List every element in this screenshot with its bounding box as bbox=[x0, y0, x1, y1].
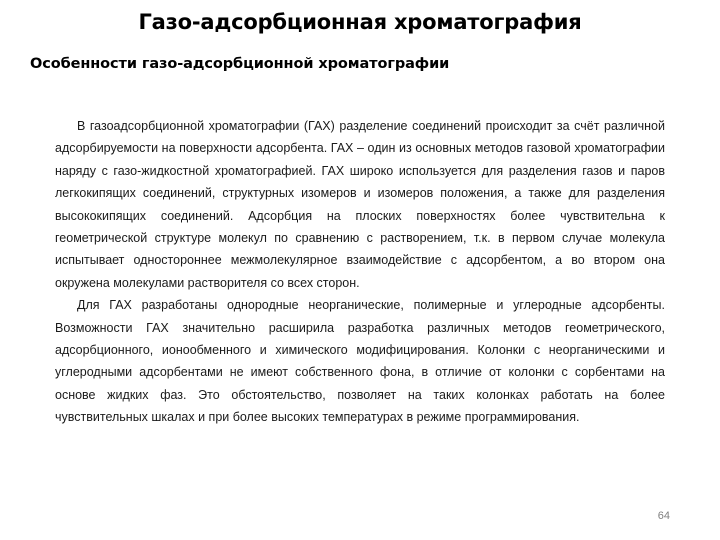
paragraph: В газоадсорбционной хроматографии (ГАХ) разделение соединений происходит за счёт различной адсорбируемости на поверхности адсорбента. ГАХ – один из основных методов газовой хроматографии наряду с газо-жидкостной хроматографией. ГАХ широко используется для разделения газов и паров легкокипящих соединений, структурных изомеров и изомеров положения, а также для разделения высококипящих соединений. Адсорбция на плоских поверхностях более чувствительна к геометрической структуре молекул по сравнению с растворением, т.к. в первом случае молекула испытывает одностороннее межмолекулярное взаимодействие с адсорбентом, а во втором она окружена молекулами растворителя со всех сторон. bbox=[55, 119, 665, 290]
slide-title: Газо-адсорбционная хроматография bbox=[138, 10, 582, 34]
body-text bbox=[55, 115, 665, 429]
paragraph: Для ГАХ разработаны однородные неорганические, полимерные и углеродные адсорбенты. Возможности ГАХ значительно расширила разработка различных методов геометрического, адсорбционного, ионообменного и химического модифицирования. Колонки с неорганическими и углеродными адсорбентами не имеют собственного фона, в отличие от колонки с сорбентами на основе жидких фаз. Это обстоятельство, позволяет на таких колонках работать на более чувствительных шкалах и при более высоких температурах в режиме программирования. bbox=[55, 298, 665, 425]
slide-subtitle: Особенности газо-адсорбционной хроматографии bbox=[30, 56, 450, 72]
page-number: 64 bbox=[657, 510, 670, 522]
